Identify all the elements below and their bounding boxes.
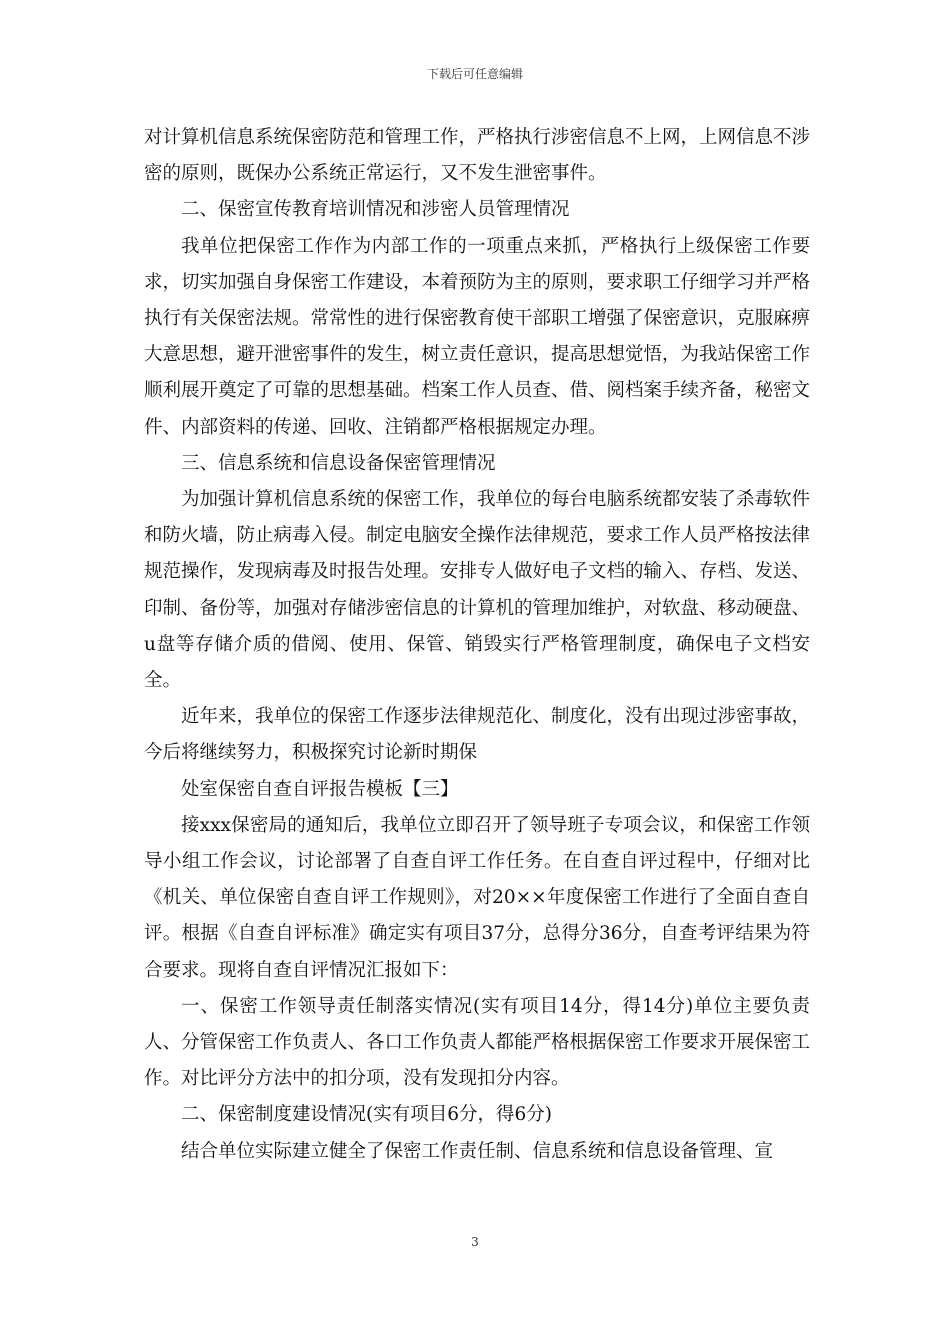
- paragraph-6: 近年来，我单位的保密工作逐步法律规范化、制度化，没有出现过涉密事故，今后将继续努力，积极探究讨论新时期保: [144, 706, 811, 764]
- document-body: [144, 120, 810, 1170]
- template-title: 处室保密自查自评报告模板【三】: [181, 778, 459, 800]
- paragraph-11: 结合单位实际建立健全了保密工作责任制、信息系统和信息设备管理、宣: [181, 1140, 774, 1162]
- section-heading-3: 三、信息系统和信息设备保密管理情况: [181, 452, 496, 474]
- paragraph-5: 为加强计算机信息系统的保密工作，我单位的每台电脑系统都安装了杀毒软件和防火墙，防止病毒入侵。制定电脑安全操作法律规范，要求工作人员严格按法律规范操作，发现病毒及时报告处理。安排专人做好电子文档的输入、存档、发送、印制、备份等，加强对存储涉密信息的计算机的管理加维护，对软盘、移动硬盘、u盘等存储介质的借阅、使用、保管、销毁实行严格管理制度，确保电子文档安全。: [144, 489, 811, 692]
- paragraph-9: 一、保密工作领导责任制落实情况(实有项目14分，得14分)单位主要负责人、分管保密工作负责人、各口工作负责人都能严格根据保密工作要求开展保密工作。对比评分方法中的扣分项，没有发现扣分内容。: [144, 995, 811, 1090]
- section-heading-2: 二、保密宣传教育培训情况和涉密人员管理情况: [181, 199, 570, 221]
- page-number: 3: [471, 1235, 479, 1249]
- paragraph-8: 接xxx保密局的通知后，我单位立即召开了领导班子专项会议，和保密工作领导小组工作会议，讨论部署了自查自评工作任务。在自查自评过程中，仔细对比《机关、单位保密自查自评工作规则》，对20××年度保密工作进行了全面自查自评。根据《自查自评标准》确定实有项目37分，总得分36分，自查考评结果为符合要求。现将自查自评情况汇报如下：: [144, 814, 810, 981]
- page-header: 下载后可任意编辑: [426, 67, 523, 81]
- section-heading-10: 二、保密制度建设情况(实有项目6分，得6分): [181, 1104, 552, 1126]
- paragraph-1: 对计算机信息系统保密防范和管理工作，严格执行涉密信息不上网，上网信息不涉密的原则，既保办公系统正常运行，又不发生泄密事件。: [144, 127, 811, 185]
- paragraph-3: 我单位把保密工作作为内部工作的一项重点来抓，严格执行上级保密工作要求，切实加强自身保密工作建设，本着预防为主的原则，要求职工仔细学习并严格执行有关保密法规。常常性的进行保密教育使干部职工增强了保密意识，克服麻痹大意思想，避开泄密事件的发生，树立责任意识，提高思想觉悟，为我站保密工作顺利展开奠定了可靠的思想基础。档案工作人员查、借、阅档案手续齐备，秘密文件、内部资料的传递、回收、注销都严格根据规定办理。: [144, 235, 811, 438]
